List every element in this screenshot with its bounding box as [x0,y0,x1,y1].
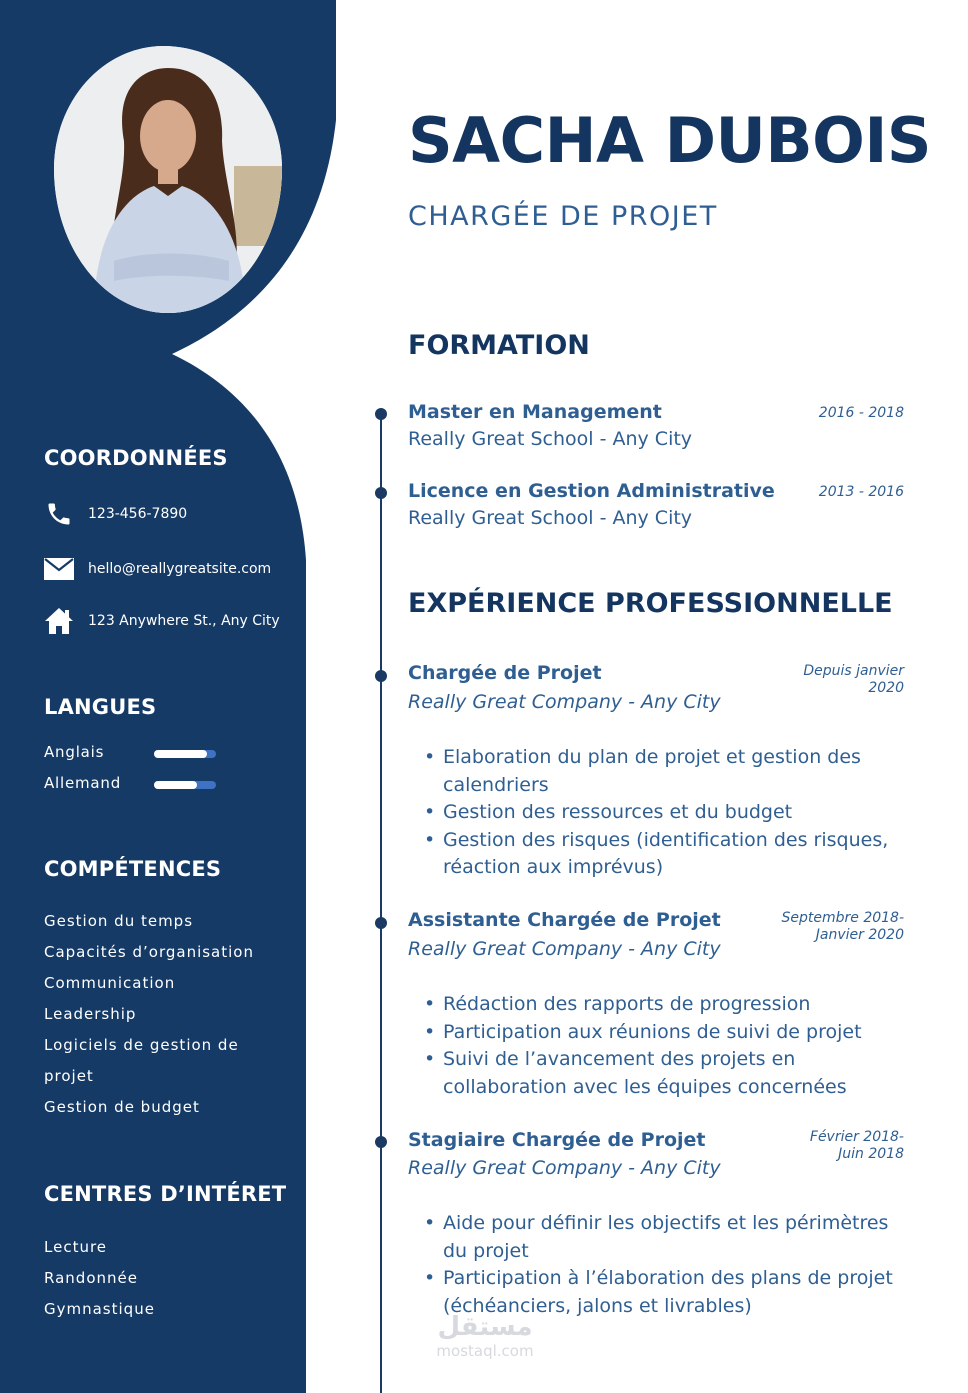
job-role: Assistante Chargée de Projet [408,909,721,931]
school-name: Really Great School - Any City [408,507,693,529]
languages-heading: LANGUES [44,695,157,719]
job-role: Chargée de Projet [408,662,602,684]
job-dates-line: Juin 2018 [838,1146,904,1162]
watermark [425,1312,545,1360]
job-bullet: • Gestion des ressources et du budget [424,799,894,827]
interest-item: Gymnastique [44,1300,155,1318]
job-dates-line: Février 2018- [809,1129,904,1145]
education-dates: 2016 - 2018 [818,405,904,421]
watermark-site: mostaql.com [436,1342,534,1360]
interest-item: Randonnée [44,1269,138,1287]
degree-title: Master en Management [408,401,662,423]
education-dates: 2013 - 2016 [818,484,904,500]
home-icon [44,606,74,636]
language-level-bar [154,750,216,758]
skill-item: Gestion de budget [44,1098,200,1116]
job-dates-line: 2020 [868,680,904,696]
skills-heading: COMPÉTENCES [44,857,222,881]
job-dates-line: Septembre 2018- [781,910,904,926]
job-dates [810,1129,904,1163]
phone-icon [44,499,74,529]
experience-heading: EXPÉRIENCE PROFESSIONNELLE [408,588,893,619]
skill-item: Communication [44,974,176,992]
mail-icon [44,554,74,584]
language-level-fill [154,750,207,758]
job-bullet: • Suivi de l’avancement des projets en collaboration avec les équipes concernées [424,1046,894,1101]
timeline-dot [375,487,387,499]
skill-item: Leadership [44,1005,137,1023]
contact-address [44,606,280,636]
job-bullets [424,991,894,1101]
job-dates [803,663,904,697]
job-bullet: • Participation aux réunions de suivi de projet [424,1019,894,1047]
job-bullet: • Gestion des risques (identification des risques, réaction aux imprévus) [424,827,894,882]
company-name: Really Great Company - Any City [408,1157,721,1179]
job-dates [781,910,904,944]
contact-email [44,554,271,584]
job-role: Stagiaire Chargée de Projet [408,1129,706,1151]
job-dates-line: Depuis janvier [803,663,904,679]
skill-item: Gestion du temps [44,912,194,930]
timeline-dot [375,670,387,682]
school-name: Really Great School - Any City [408,428,693,450]
contact-phone [44,499,187,529]
language-level-fill [154,781,197,789]
skill-item: Capacités d’organisation [44,943,254,961]
language-name: Anglais [44,743,105,761]
email-text[interactable]: hello@reallygreatsite.com [88,561,272,577]
language-row [44,774,224,794]
company-name: Really Great Company - Any City [408,938,721,960]
job-bullet: • Rédaction des rapports de progression [424,991,894,1019]
job-bullet: • Participation à l’élaboration des plans de projet (échéanciers, jalons et livrables) [424,1265,894,1320]
language-level-bar [154,781,216,789]
language-row [44,743,224,763]
job-title: CHARGÉE DE PROJET [408,201,718,232]
timeline-dot [375,1136,387,1148]
education-heading: FORMATION [408,330,590,361]
job-bullets [424,1210,894,1320]
job-bullet: • Elaboration du plan de projet et gestion des calendriers [424,744,894,799]
contact-heading: COORDONNÉES [44,446,228,470]
timeline-dot [375,917,387,929]
address-text: 123 Anywhere St., Any City [88,613,280,629]
timeline-dot [375,408,387,420]
degree-title: Licence en Gestion Administrative [408,480,775,502]
skill-item: Logiciels de gestion de projet [44,1036,239,1085]
interests-list [44,1232,155,1325]
interests-heading: CENTRES D’INTÉRET [44,1182,287,1206]
language-name: Allemand [44,774,122,792]
company-name: Really Great Company - Any City [408,691,721,713]
watermark-logo: مستقل [437,1312,533,1342]
skills-list [44,906,284,1123]
person-name: SACHA DUBOIS [408,104,932,177]
job-bullet: • Aide pour définir les objectifs et les périmètres du projet [424,1210,894,1265]
job-dates-line: Janvier 2020 [815,927,904,943]
timeline-line [380,411,382,1393]
phone-text[interactable]: 123-456-7890 [88,506,188,522]
job-bullets [424,744,894,882]
interest-item: Lecture [44,1238,108,1256]
